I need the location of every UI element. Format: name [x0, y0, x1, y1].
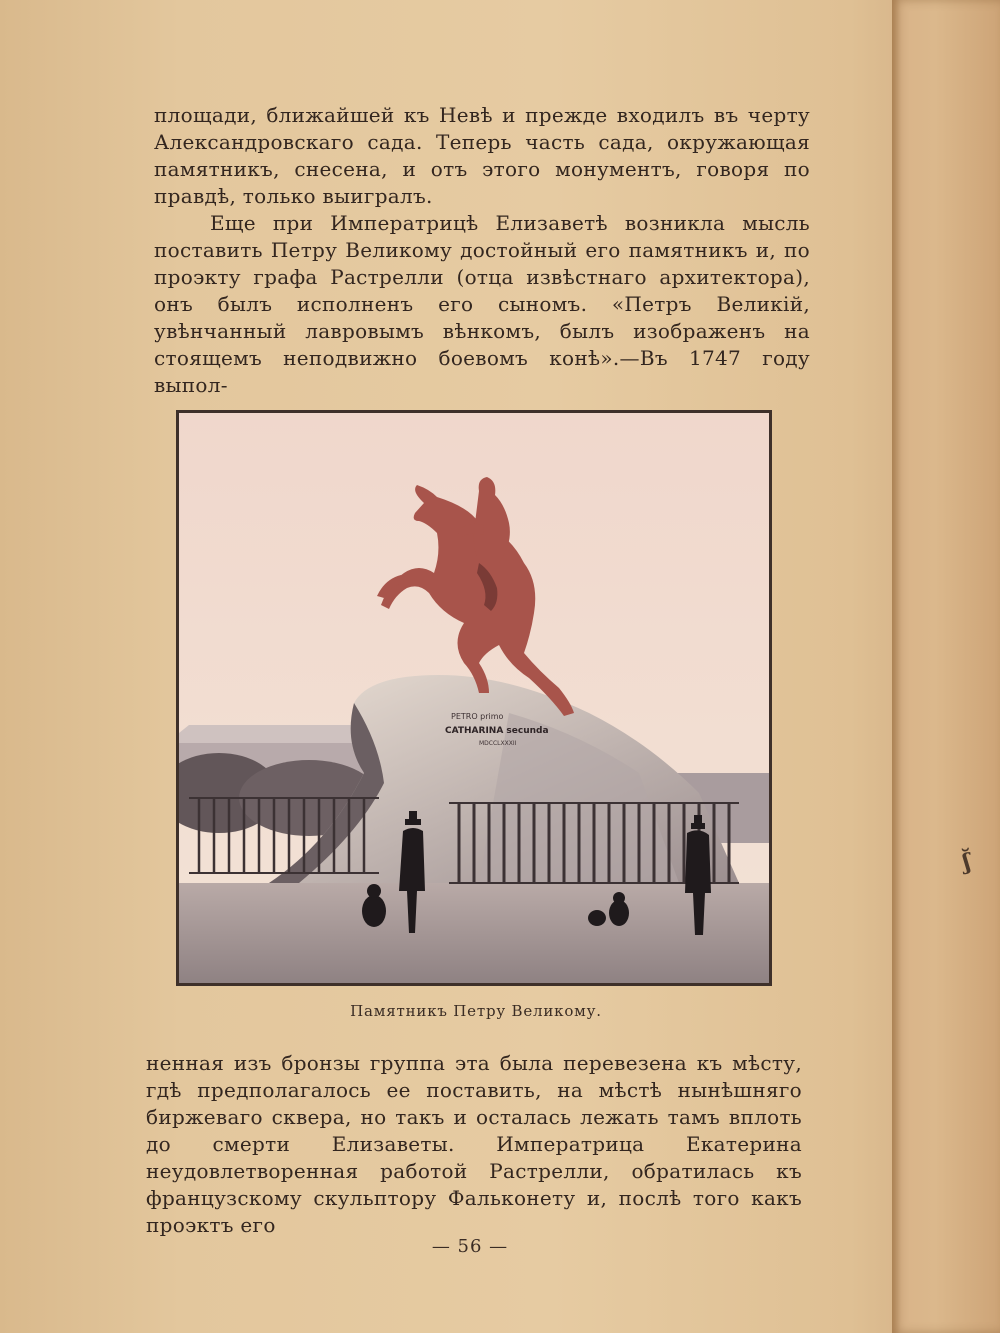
figure-caption: Памятникъ Петру Великому.: [350, 1002, 602, 1020]
bottom-text-block: [146, 1050, 802, 1239]
inscription-line-3: MDCCLXXXII: [479, 740, 517, 747]
inscription-line-2: CATHARINA secunda: [445, 726, 549, 736]
margin-mark-icon: ʃ̆: [961, 848, 973, 876]
top-text-block: [154, 102, 810, 399]
page-number: — 56 —: [431, 1236, 509, 1257]
paragraph-continuation-bottom: ненная изъ бронзы группа эта была перевезена къ мѣсту, гдѣ предполагалось ее поставить, на мѣстѣ нынѣшняго биржеваго сквера, но такъ и осталась лежать тамъ вплоть до смерти Елизаветы. Императрица Екатерина неудовлетворенная работой Растрелли, обратилась къ французскому скульптору Фальконету и, послѣ того какъ проэктъ его: [146, 1051, 802, 1237]
paragraph-elizabeth: Еще при Императрицѣ Елизаветѣ возникла мысль поставить Петру Великому достойный его памятникъ и, по проэкту графа Растрелли (отца извѣстнаго архитектора), онъ былъ исполненъ его сыномъ. «Петръ Великій, увѣнчанный лавровымъ вѣнкомъ, былъ изображенъ на стоящемъ неподвижно боевомъ конѣ».—Въ 1747 году выпол-: [154, 211, 810, 397]
paragraph-continuation: площади, ближайшей къ Невѣ и прежде входилъ въ черту Александровскаго сада. Теперь часть сада, окружающая памятникъ, снесена, и отъ этого монументъ, говоря по правдѣ, только выигралъ.: [154, 103, 810, 208]
inscription-line-1: PETRO primo: [451, 712, 504, 721]
adjacent-page-edge: [892, 0, 1000, 1333]
monument-photograph: [176, 410, 772, 986]
bronze-horseman-image: [179, 413, 769, 983]
